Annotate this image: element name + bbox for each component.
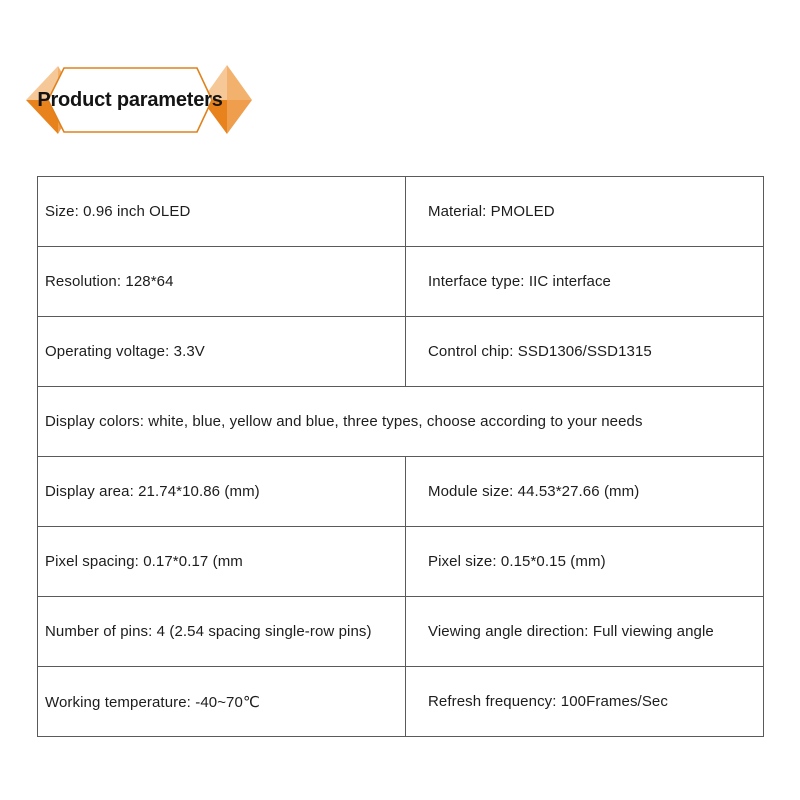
- table-row: [38, 247, 764, 317]
- banner-title: Product parameters: [37, 88, 223, 111]
- table-row: [38, 667, 764, 737]
- cell-display-area: Display area: 21.74*10.86 (mm): [38, 457, 406, 527]
- cell-number-of-pins: Number of pins: 4 (2.54 spacing single-row pins): [38, 597, 406, 667]
- table-row: [38, 177, 764, 247]
- table-row: [38, 597, 764, 667]
- cell-pixel-size: Pixel size: 0.15*0.15 (mm): [406, 527, 764, 597]
- cell-refresh-frequency: Refresh frequency: 100Frames/Sec: [406, 667, 764, 737]
- table-row: [38, 317, 764, 387]
- cell-module-size: Module size: 44.53*27.66 (mm): [406, 457, 764, 527]
- table-row: [38, 387, 764, 457]
- cell-viewing-angle: Viewing angle direction: Full viewing angle: [406, 597, 764, 667]
- cell-operating-voltage: Operating voltage: 3.3V: [38, 317, 406, 387]
- cell-control-chip: Control chip: SSD1306/SSD1315: [406, 317, 764, 387]
- cell-pixel-spacing: Pixel spacing: 0.17*0.17 (mm: [38, 527, 406, 597]
- cell-display-colors: Display colors: white, blue, yellow and blue, three types, choose according to your needs: [38, 387, 764, 457]
- table-row: [38, 527, 764, 597]
- parameters-table: [37, 176, 764, 737]
- table-row: [38, 457, 764, 527]
- product-parameters-banner: [26, 62, 256, 140]
- cell-interface-type: Interface type: IIC interface: [406, 247, 764, 317]
- cell-working-temperature: Working temperature: -40~70℃: [38, 667, 406, 737]
- cell-size: Size: 0.96 inch OLED: [38, 177, 406, 247]
- cell-material: Material: PMOLED: [406, 177, 764, 247]
- cell-resolution: Resolution: 128*64: [38, 247, 406, 317]
